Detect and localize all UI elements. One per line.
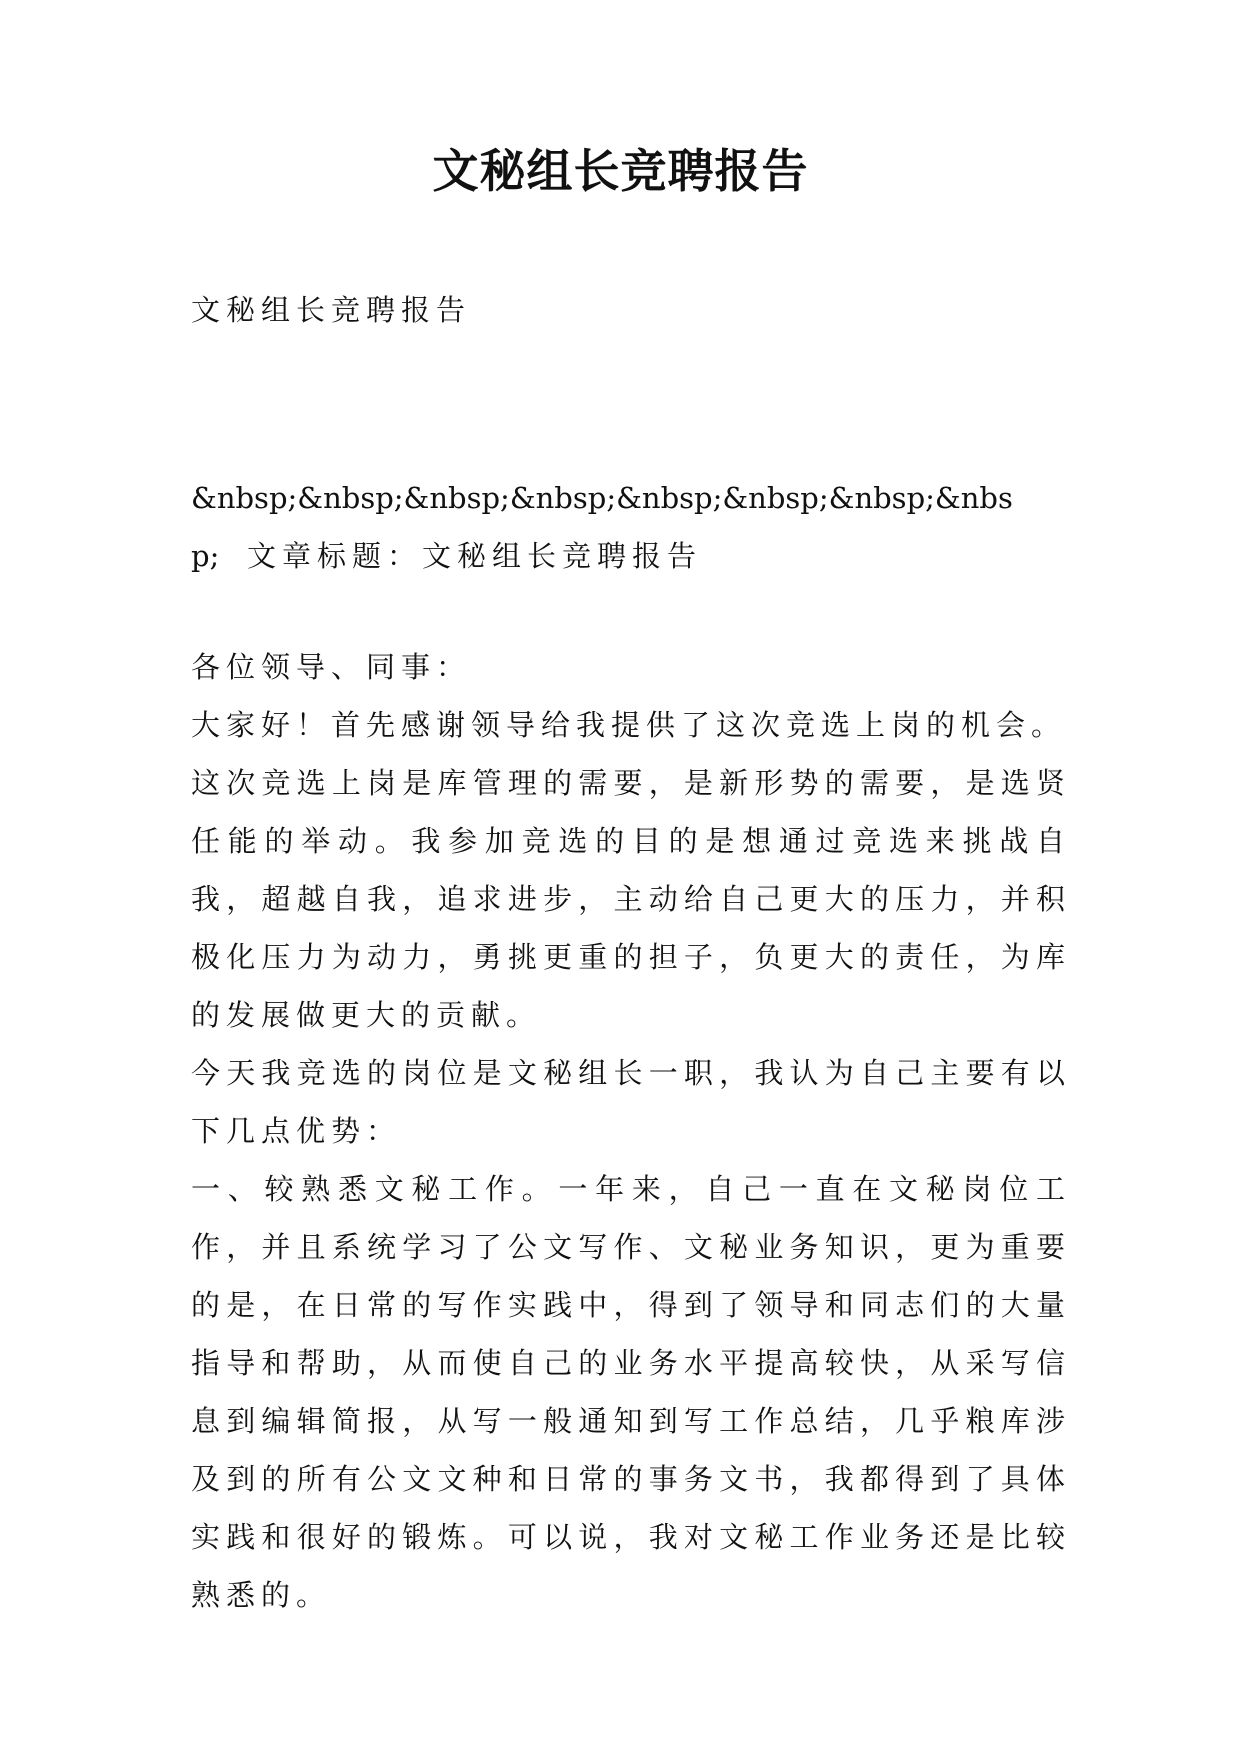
paragraph-purpose: 这次竞选上岗是库管理的需要，是新形势的需要，是选贤任能的举动。我参加竞选的目的是想通过竞选来挑战自我，超越自我，追求进步，主动给自己更大的压力，并积极化压力为动力，勇挑更重的担子，负更大的责任，为库的发展做更大的贡献。 [191,766,1071,1032]
document-subtitle: 文秘组长竞聘报告 [191,293,472,327]
article-title-line [191,469,1071,585]
article-title-label: 文章标题：文秘组长竞聘报告 [247,539,703,573]
paragraph-position: 今天我竞选的岗位是文秘组长一职，我认为自己主要有以下几点优势： [191,1056,1071,1148]
document-body [191,638,1071,1624]
paragraph-advantage-one: 一、较熟悉文秘工作。一年来，自己一直在文秘岗位工作，并且系统学习了公文写作、文秘业务知识，更为重要的是，在日常的写作实践中，得到了领导和同志们的大量指导和帮助，从而使自己的业务水平提高较快，从采写信息到编辑简报，从写一般通知到写工作总结，几乎粮库涉及到的所有公文文种和日常的事务文书，我都得到了具体实践和很好的锻炼。可以说，我对文秘工作业务还是比较熟悉的。 [191,1172,1071,1612]
paragraph-salutation: 各位领导、同事： [191,650,472,684]
paragraph-greeting: 大家好！首先感谢领导给我提供了这次竞选上岗的机会。 [191,708,1067,742]
document-title: 文秘组长竞聘报告 [432,144,809,198]
nbsp-prefix-text: &nbsp;&nbsp;&nbsp;&nbsp;&nbsp;&nbsp;&nbsp;&nbsp; [191,481,1013,573]
